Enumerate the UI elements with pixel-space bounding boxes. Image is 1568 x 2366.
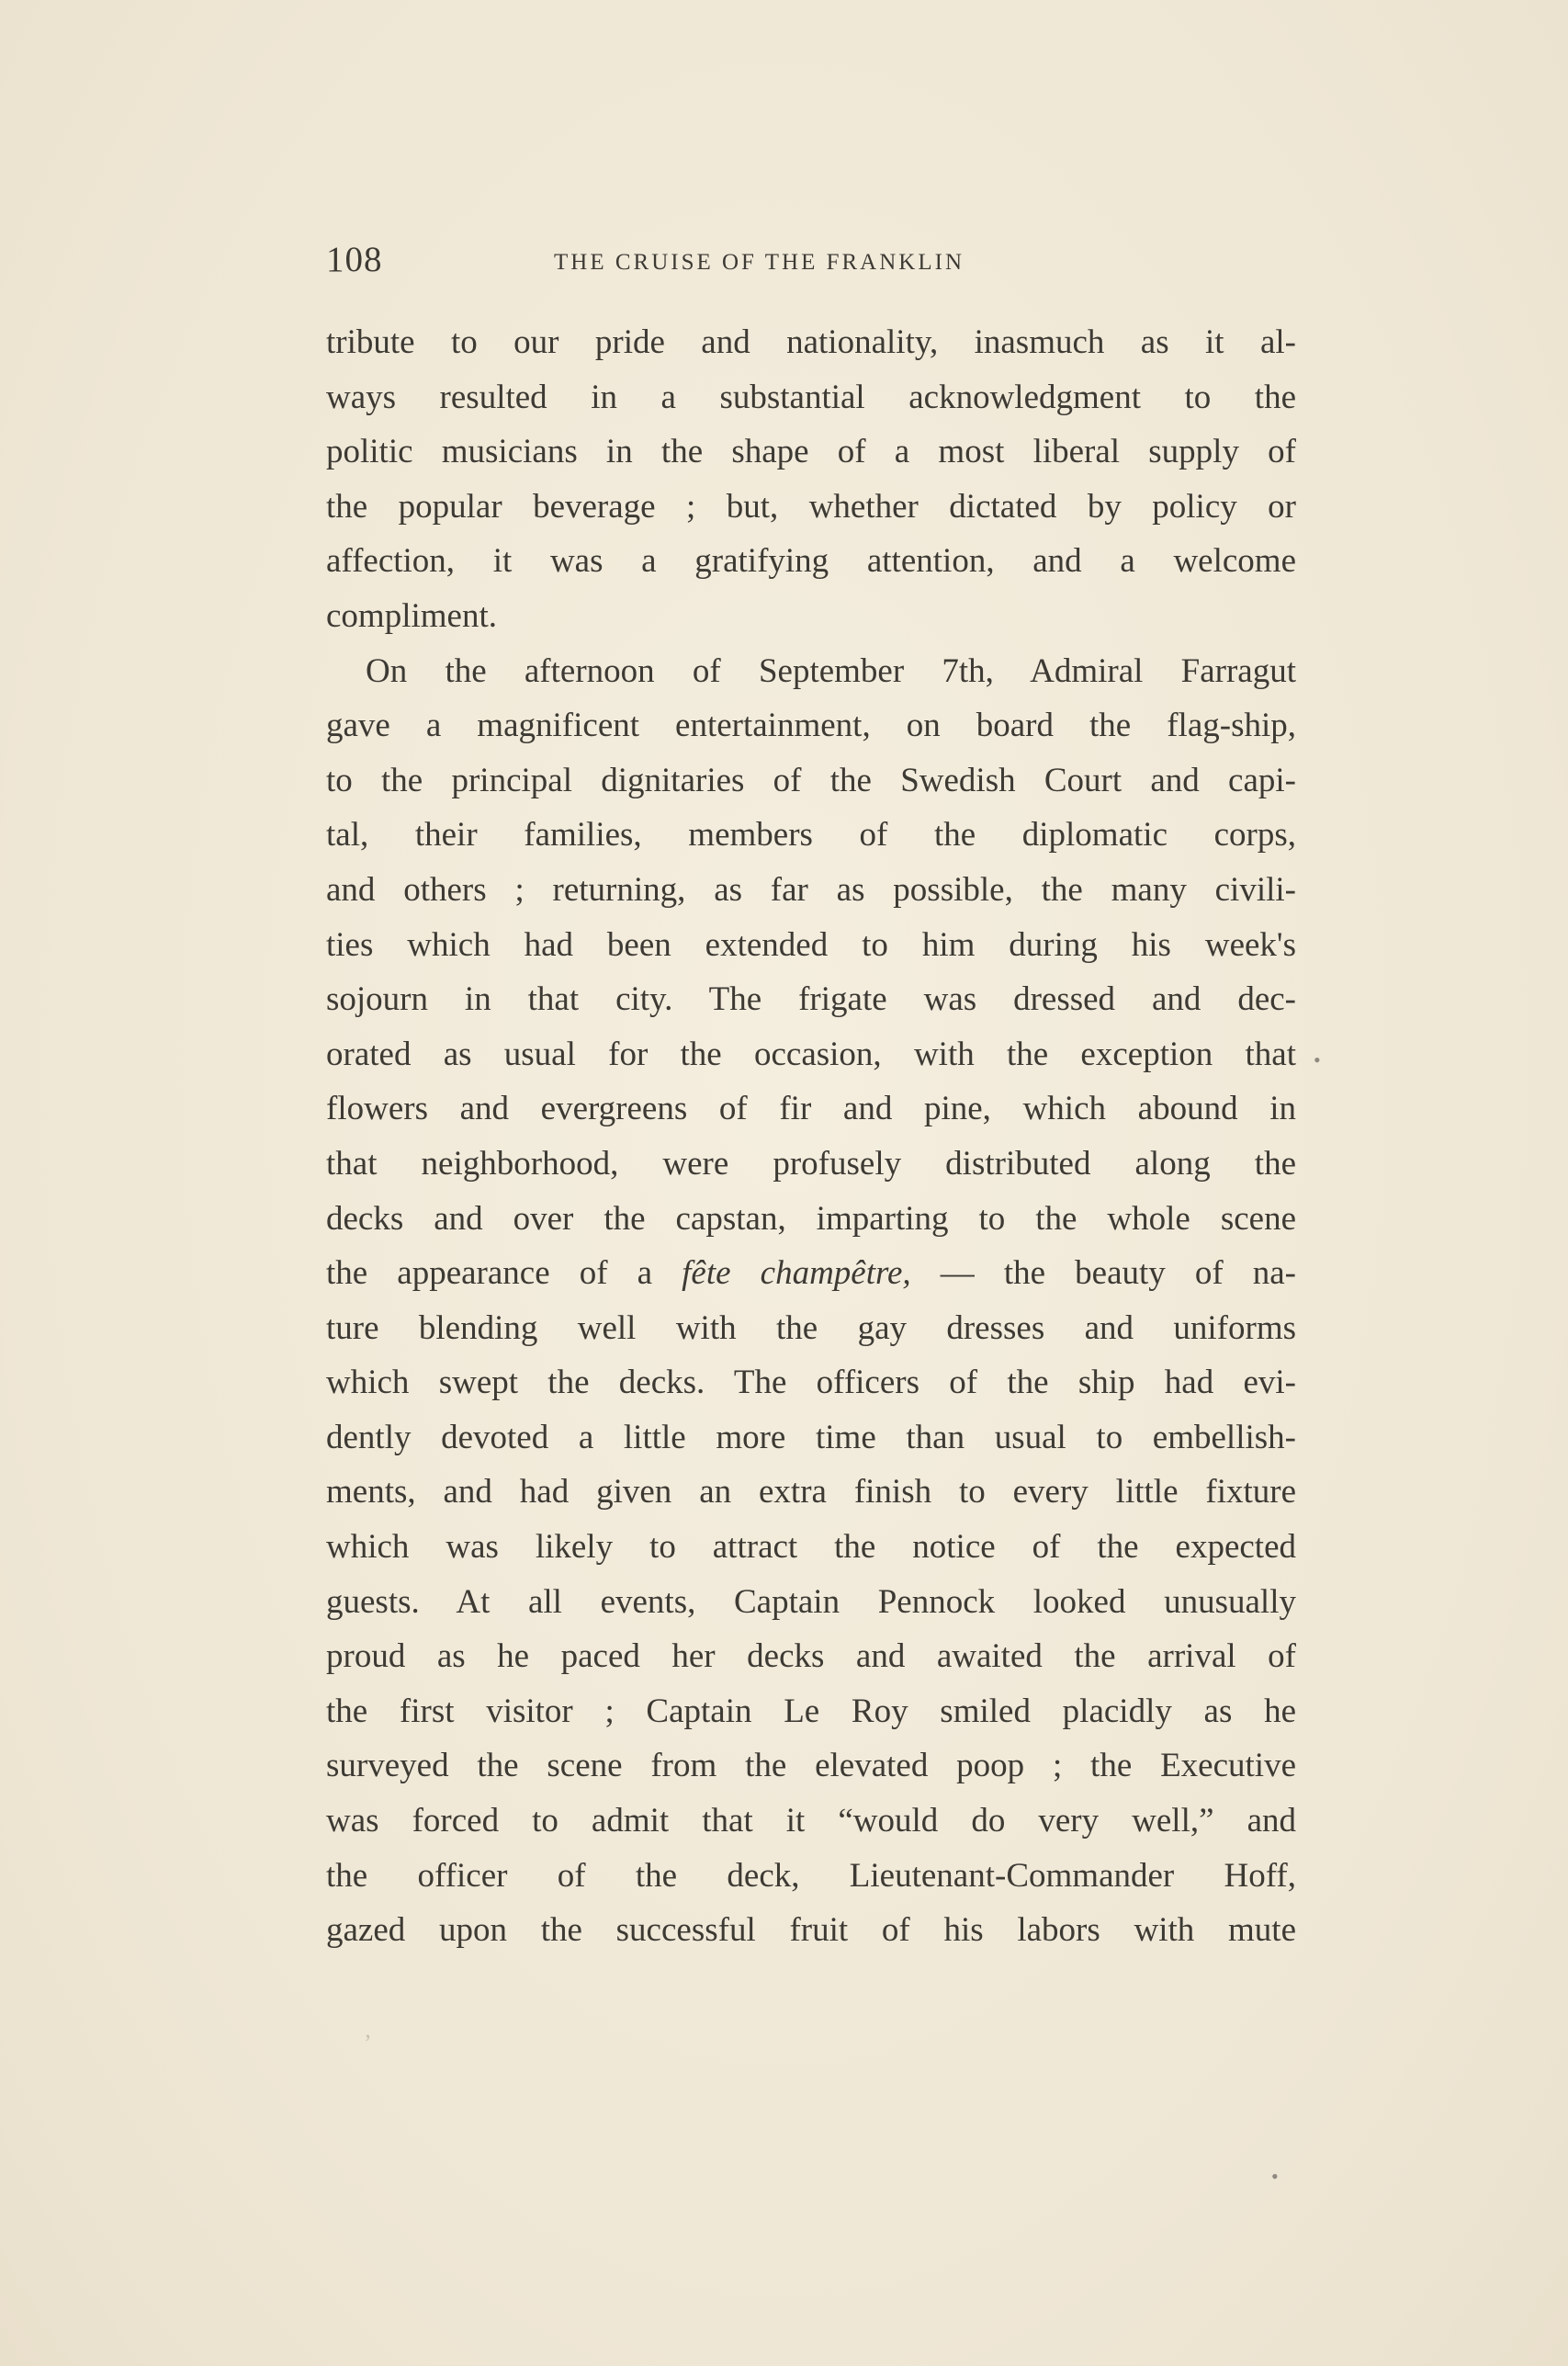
text-line: the popular beverage ; but, whether dictated by policy or bbox=[326, 487, 1296, 526]
text-line: the first visitor ; Captain Le Roy smiled placidly as he bbox=[326, 1692, 1296, 1730]
text-line: gazed upon the successful fruit of his labors with mute bbox=[326, 1911, 1296, 1950]
text-line: the officer of the deck, Lieutenant-Commander Hoff, bbox=[326, 1856, 1296, 1895]
text-line: guests. At all events, Captain Pennock looked unusually bbox=[326, 1582, 1296, 1621]
text-line: proud as he paced her decks and awaited the arrival of bbox=[326, 1637, 1296, 1676]
italic-phrase: fête champêtre, bbox=[682, 1254, 911, 1293]
page-number: 108 bbox=[326, 240, 383, 279]
text-line: tribute to our pride and nationality, inasmuch as it al- bbox=[326, 323, 1296, 361]
text-line: ments, and had given an extra finish to every little fixture bbox=[326, 1473, 1296, 1511]
text-line: was forced to admit that it “would do very well,” and bbox=[326, 1802, 1296, 1840]
text-line: ties which had been extended to him during his week's bbox=[326, 925, 1296, 964]
running-head: THE CRUISE OF THE FRANKLIN bbox=[554, 250, 964, 275]
text-line: ways resulted in a substantial acknowledgment to the bbox=[326, 378, 1296, 416]
ink-speck: • bbox=[1271, 2165, 1279, 2188]
text-line: dently devoted a little more time than usual to embellish- bbox=[326, 1418, 1296, 1456]
text-segment: — the beauty of na- bbox=[940, 1254, 1297, 1293]
text-line: On the afternoon of September 7th, Admiral Farragut bbox=[366, 651, 1296, 690]
text-line: orated as usual for the occasion, with the exception that bbox=[326, 1035, 1296, 1073]
text-line: decks and over the capstan, imparting to the whole scene bbox=[326, 1199, 1296, 1238]
text-line: surveyed the scene from the elevated poop ; the Executive bbox=[326, 1747, 1296, 1785]
text-line: flowers and evergreens of fir and pine, which abound in bbox=[326, 1090, 1296, 1128]
body-text bbox=[326, 315, 1296, 1958]
ink-speck: ‚ bbox=[364, 2016, 372, 2043]
text-line: ture blending well with the gay dresses and uniforms bbox=[326, 1308, 1296, 1347]
text-line: gave a magnificent entertainment, on board the flag-ship, bbox=[326, 707, 1296, 745]
ink-speck: • bbox=[1314, 1048, 1321, 1071]
text-line: to the principal dignitaries of the Swedish Court and capi- bbox=[326, 761, 1296, 799]
text-line: compliment. bbox=[326, 596, 497, 635]
text-line: sojourn in that city. The frigate was dressed and dec- bbox=[326, 980, 1296, 1019]
text-line: that neighborhood, were profusely distributed along the bbox=[326, 1144, 1296, 1183]
text-line: and others ; returning, as far as possible, the many civili- bbox=[326, 870, 1296, 909]
text-line: which was likely to attract the notice of the expected bbox=[326, 1528, 1296, 1567]
text-line: politic musicians in the shape of a most liberal supply of bbox=[326, 433, 1296, 471]
text-line: affection, it was a gratifying attention, and a welcome bbox=[326, 542, 1296, 581]
text-line: tal, their families, members of the diplomatic corps, bbox=[326, 816, 1296, 855]
text-segment: the appearance of a bbox=[326, 1254, 653, 1293]
text-line: which swept the decks. The officers of the ship had evi- bbox=[326, 1364, 1296, 1402]
text-line-composite bbox=[326, 1246, 1296, 1301]
